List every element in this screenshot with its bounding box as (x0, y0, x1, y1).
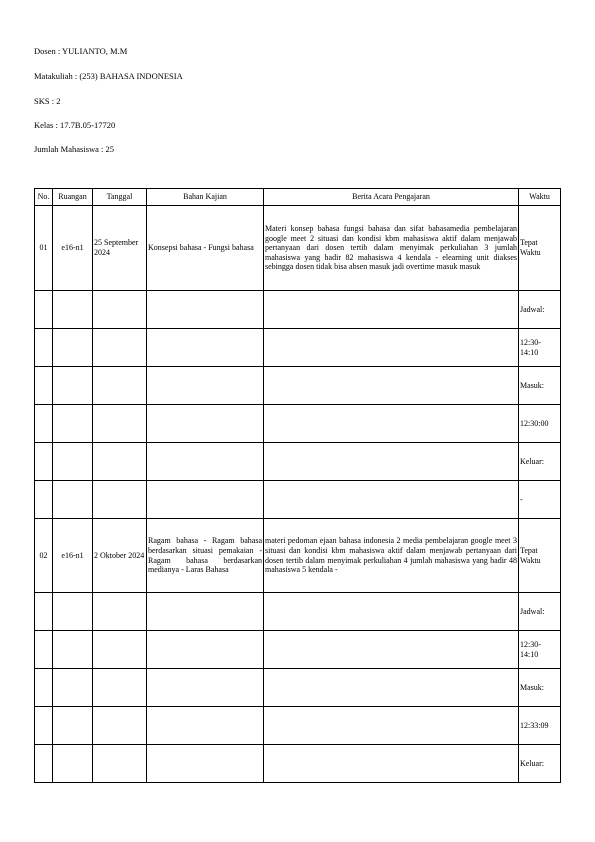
cell-bahan-kajian: Konsepsi bahasa - Fungsi bahasa (147, 206, 264, 291)
jumlah-mahasiswa-label: Jumlah Mahasiswa : 25 (34, 144, 115, 154)
cell-waktu: Tepat Waktu (519, 206, 561, 291)
matakuliah-label: Matakuliah : (253) BAHASA INDONESIA (34, 71, 183, 81)
table-row (35, 329, 561, 367)
cell-waktu: Tepat Waktu (519, 519, 561, 593)
col-no: No. (35, 189, 53, 206)
table-row (35, 291, 561, 329)
cell-berita-acara: materi pedoman ejaan bahasa indonesia 2 media pembelajaran google meet 3 situasi dan kondisi kbm mahasiswa aktif dalam menjawab pertanyaan dari dosen tertib dalam menyimak perkuliahan 4 jumlah mahasiswa yang hadir 48 mahasiswa 5 kendala - (264, 519, 519, 593)
cell-berita-acara: Materi konsep bahasa fungsi bahasa dan sifat bahasamedia pembelajaran google meet 2 situasi dan kondisi kbm mahasiswa aktif dalam menjawab pertanyaan dari dosen tertib dalam menyimak perkuliahan 3 jumlah mahasiswa yang hadir 82 mahasiswa 4 kendala - elearning unit diakses sebingga dosen tidak bisa absen masuk jadi overtime masuk masuk (264, 206, 519, 291)
cell-waktu: 12:30-14:10 (519, 631, 561, 669)
table-row (35, 707, 561, 745)
cell-waktu: - (519, 481, 561, 519)
col-berita-acara: Berita Acara Pengajaran (264, 189, 519, 206)
cell-waktu: 12:30:00 (519, 405, 561, 443)
table-header-row (35, 189, 561, 206)
cell-ruangan: e16-n1 (53, 519, 93, 593)
table-row (35, 593, 561, 631)
cell-tanggal: 2 Oktober 2024 (93, 519, 147, 593)
cell-ruangan: e16-n1 (53, 206, 93, 291)
cell-no: 02 (35, 519, 53, 593)
cell-waktu: Jadwal: (519, 593, 561, 631)
cell-no: 01 (35, 206, 53, 291)
cell-bahan-kajian: Ragam bahasa - Ragam bahasa berdasarkan situasi pemakaian - Ragam bahasa berdasarkan medianya - Laras Bahasa (147, 519, 264, 593)
table-row (35, 367, 561, 405)
sks-label: SKS : 2 (34, 96, 61, 106)
cell-waktu: Masuk: (519, 669, 561, 707)
cell-waktu: 12:33:09 (519, 707, 561, 745)
col-waktu: Waktu (519, 189, 561, 206)
kelas-label: Kelas : 17.7B.05-17720 (34, 120, 116, 130)
table-row (35, 519, 561, 593)
cell-waktu: Masuk: (519, 367, 561, 405)
cell-waktu: Keluar: (519, 745, 561, 783)
table-row (35, 405, 561, 443)
table-row (35, 206, 561, 291)
table-row (35, 745, 561, 783)
table-row (35, 443, 561, 481)
dosen-label: Dosen : YULIANTO, M.M (34, 46, 128, 56)
table-row (35, 631, 561, 669)
cell-waktu: Jadwal: (519, 291, 561, 329)
table-row (35, 669, 561, 707)
cell-tanggal: 25 September 2024 (93, 206, 147, 291)
col-bahan-kajian: Bahan Kajian (147, 189, 264, 206)
col-ruangan: Ruangan (53, 189, 93, 206)
cell-waktu: Keluar: (519, 443, 561, 481)
table-row (35, 481, 561, 519)
attendance-table (34, 188, 561, 783)
cell-waktu: 12:30-14:10 (519, 329, 561, 367)
col-tanggal: Tanggal (93, 189, 147, 206)
